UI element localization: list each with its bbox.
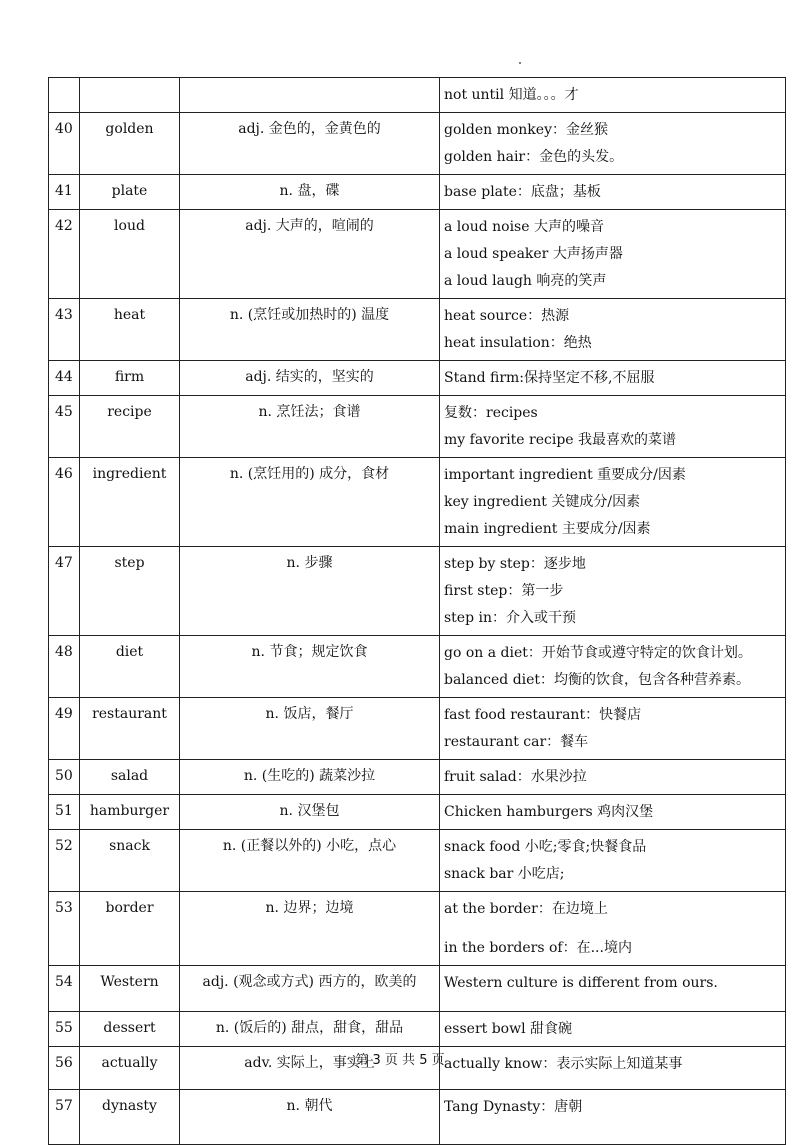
meaning-cell: n. (饭后的) 甜点，甜食，甜品: [180, 1012, 440, 1047]
word-cell: firm: [80, 361, 180, 396]
meaning-cell: n. 朝代: [180, 1090, 440, 1145]
example-line: first step：第一步: [444, 583, 564, 599]
meaning-cell: n. 盘，碟: [180, 175, 440, 210]
word-cell: hamburger: [80, 795, 180, 830]
example-line: Stand firm:保持坚定不移,不屈服: [444, 370, 655, 386]
examples-cell: [440, 892, 786, 966]
row-number: 55: [49, 1012, 80, 1047]
meaning-cell: n. 烹饪法；食谱: [180, 396, 440, 458]
example-line: key ingredient 关键成分/因素: [444, 494, 641, 510]
example-line: at the border：在边境上: [444, 901, 608, 917]
row-number: [49, 78, 80, 113]
word-cell: heat: [80, 299, 180, 361]
examples-cell: [440, 78, 786, 113]
table-row: [49, 830, 786, 892]
examples-cell: [440, 396, 786, 458]
meaning-cell: n. 步骤: [180, 547, 440, 636]
example-line: go on a diet：开始节食或遵守特定的饮食计划。: [444, 645, 752, 661]
example-line: restaurant car：餐车: [444, 734, 589, 750]
example-line: a loud noise 大声的噪音: [444, 219, 604, 235]
example-line: heat insulation：绝热: [444, 335, 592, 351]
example-line: in the borders of：在...境内: [444, 940, 632, 956]
page-footer: 第 3 页 共 5 页: [355, 1053, 445, 1068]
word-cell: restaurant: [80, 698, 180, 760]
meaning-cell: n. 边界；边境: [180, 892, 440, 966]
example-line: 复数：recipes: [444, 405, 538, 421]
word-cell: [80, 78, 180, 113]
meaning-cell: adv. 实际上，事实上: [180, 1047, 440, 1090]
meaning-cell: n. (生吃的) 蔬菜沙拉: [180, 760, 440, 795]
meaning-cell: n. 汉堡包: [180, 795, 440, 830]
meaning-cell: [180, 78, 440, 113]
row-number: 50: [49, 760, 80, 795]
vocabulary-table: [48, 77, 786, 1145]
table-row: [49, 78, 786, 113]
decorative-dot: [519, 62, 521, 64]
row-number: 48: [49, 636, 80, 698]
example-line: not until 知道。。。才: [444, 87, 579, 103]
example-line: essert bowl 甜食碗: [444, 1021, 573, 1037]
table-row: [49, 361, 786, 396]
example-line: heat source：热源: [444, 308, 570, 324]
table-row: [49, 892, 786, 966]
table-row: [49, 1012, 786, 1047]
table-row: [49, 396, 786, 458]
row-number: 56: [49, 1047, 80, 1090]
examples-cell: [440, 830, 786, 892]
example-line: golden monkey：金丝猴: [444, 122, 608, 138]
example-line: step in：介入或干预: [444, 610, 577, 626]
row-number: 41: [49, 175, 80, 210]
word-cell: salad: [80, 760, 180, 795]
table-row: [49, 1090, 786, 1145]
table-row: [49, 636, 786, 698]
word-cell: recipe: [80, 396, 180, 458]
table-row: [49, 760, 786, 795]
row-number: 53: [49, 892, 80, 966]
table-row: [49, 966, 786, 1012]
example-line: snack food 小吃;零食;快餐食品: [444, 839, 647, 855]
example-line: a loud laugh 响亮的笑声: [444, 273, 607, 289]
table-row: [49, 547, 786, 636]
examples-cell: [440, 175, 786, 210]
meaning-cell: adj. 结实的，坚实的: [180, 361, 440, 396]
examples-cell: [440, 113, 786, 175]
word-cell: diet: [80, 636, 180, 698]
meaning-cell: n. (烹饪或加热时的) 温度: [180, 299, 440, 361]
word-cell: snack: [80, 830, 180, 892]
row-number: 47: [49, 547, 80, 636]
example-line: golden hair：金色的头发。: [444, 149, 624, 165]
example-line: my favorite recipe 我最喜欢的菜谱: [444, 432, 677, 448]
word-cell: actually: [80, 1047, 180, 1090]
meaning-cell: n. 饭店，餐厅: [180, 698, 440, 760]
table-row: [49, 795, 786, 830]
example-line: snack bar 小吃店;: [444, 866, 565, 882]
example-line: fruit salad：水果沙拉: [444, 769, 587, 785]
meaning-cell: n. 节食；规定饮食: [180, 636, 440, 698]
row-number: 45: [49, 396, 80, 458]
row-number: 52: [49, 830, 80, 892]
table-row: [49, 210, 786, 299]
example-line: Chicken hamburgers 鸡肉汉堡: [444, 804, 654, 820]
example-line: important ingredient 重要成分/因素: [444, 467, 686, 483]
row-number: 40: [49, 113, 80, 175]
examples-cell: [440, 299, 786, 361]
examples-cell: [440, 1012, 786, 1047]
table-row: [49, 458, 786, 547]
example-line: fast food restaurant：快餐店: [444, 707, 642, 723]
examples-cell: [440, 210, 786, 299]
meaning-cell: n. (正餐以外的) 小吃，点心: [180, 830, 440, 892]
word-cell: border: [80, 892, 180, 966]
word-cell: dessert: [80, 1012, 180, 1047]
example-line: Western culture is different from ours.: [444, 975, 718, 991]
table-row: [49, 698, 786, 760]
examples-cell: [440, 458, 786, 547]
meaning-cell: adj. 大声的，喧闹的: [180, 210, 440, 299]
example-line: main ingredient 主要成分/因素: [444, 521, 651, 537]
table-row: [49, 175, 786, 210]
examples-cell: [440, 361, 786, 396]
examples-cell: [440, 698, 786, 760]
example-line: balanced diet：均衡的饮食，包含各种营养素。: [444, 672, 751, 688]
table-row: [49, 299, 786, 361]
word-cell: ingredient: [80, 458, 180, 547]
row-number: 46: [49, 458, 80, 547]
word-cell: plate: [80, 175, 180, 210]
row-number: 51: [49, 795, 80, 830]
examples-cell: [440, 1090, 786, 1145]
word-cell: Western: [80, 966, 180, 1012]
word-cell: dynasty: [80, 1090, 180, 1145]
word-cell: golden: [80, 113, 180, 175]
meaning-cell: n. (烹饪用的) 成分，食材: [180, 458, 440, 547]
example-line: a loud speaker 大声扬声器: [444, 246, 623, 262]
row-number: 57: [49, 1090, 80, 1145]
example-line: actually know：表示实际上知道某事: [444, 1056, 683, 1072]
row-number: 44: [49, 361, 80, 396]
meaning-cell: adj. 金色的，金黄色的: [180, 113, 440, 175]
examples-cell: [440, 966, 786, 1012]
row-number: 54: [49, 966, 80, 1012]
row-number: 49: [49, 698, 80, 760]
example-line: Tang Dynasty：唐朝: [444, 1099, 583, 1115]
table-row: [49, 113, 786, 175]
example-line: base plate：底盘；基板: [444, 184, 601, 200]
row-number: 42: [49, 210, 80, 299]
example-line: step by step：逐步地: [444, 556, 586, 572]
row-number: 43: [49, 299, 80, 361]
examples-cell: [440, 636, 786, 698]
meaning-cell: adj. (观念或方式) 西方的，欧美的: [180, 966, 440, 1012]
word-cell: loud: [80, 210, 180, 299]
vocabulary-table-body: [49, 78, 786, 1145]
word-cell: step: [80, 547, 180, 636]
examples-cell: [440, 795, 786, 830]
examples-cell: [440, 547, 786, 636]
examples-cell: [440, 760, 786, 795]
